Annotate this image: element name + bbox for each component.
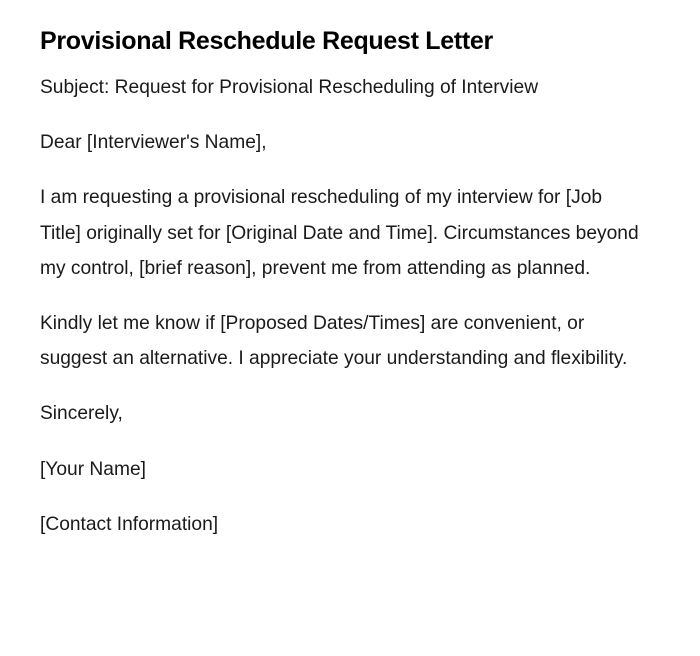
contact-information: [Contact Information] (40, 513, 219, 535)
salutation: Dear [Interviewer's Name], (40, 132, 267, 154)
letter-document (40, 24, 640, 562)
subject-line: Subject: Request for Provisional Rescheduling of Interview (40, 77, 539, 98)
closing: Sincerely, (40, 403, 123, 425)
letter-title: Provisional Reschedule Request Letter (40, 27, 493, 55)
body-paragraph-2: Kindly let me know if [Proposed Dates/Times] are convenient, or suggest an alternative. I appreciate your understanding and flexibility. (40, 313, 628, 370)
signature-name: [Your Name] (40, 458, 146, 480)
body-paragraph-1: I am requesting a provisional rescheduling of my interview for [Job Title] originally set for [Original Date and Time]. Circumstances beyond my control, [brief reason], prevent me from attending as planned. (40, 187, 639, 279)
